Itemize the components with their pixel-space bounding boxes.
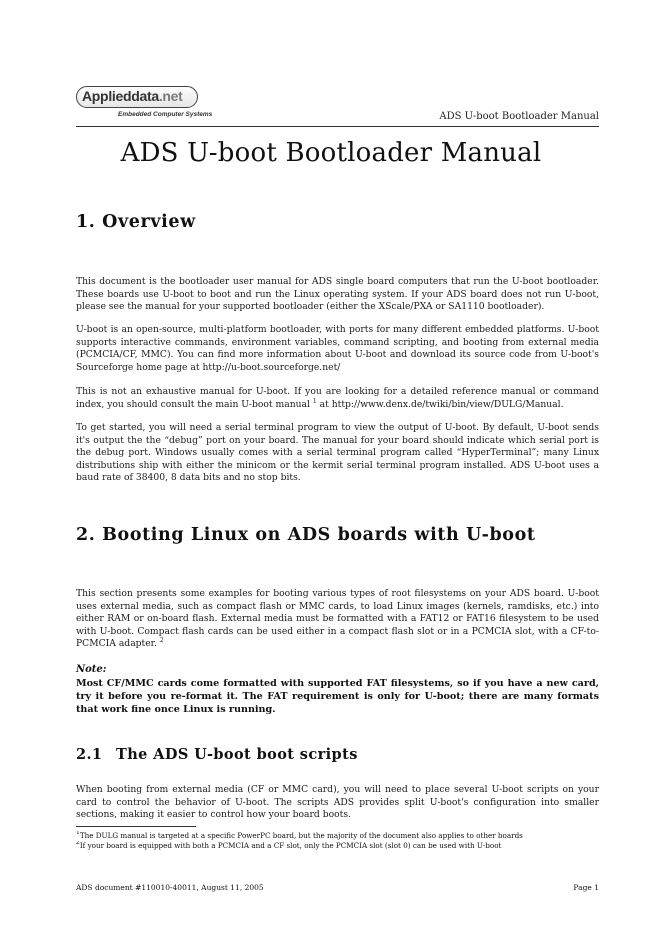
document-title: ADS U-boot Bootloader Manual <box>120 138 542 168</box>
header-divider <box>76 126 599 127</box>
logo-tagline: Embedded Computer Systems <box>118 111 213 118</box>
footnote-1 <box>76 831 606 840</box>
booting-p1-text: This section presents some examples for booting various types of root filesystems on your ADS board. U-boot uses external media, such as compact flash or MMC cards, to load Linux images (kernels, ramdisks, etc.) into either RAM or on-board flash. External media must be formatted with a FAT12 or FAT16 filesystem to be used with U-boot. Compact flash cards can be used either in a compact flash slot or in a PCMCIA slot, with a CF-to-PCMCIA adapter. <box>76 588 599 650</box>
section-heading-booting: 2. Booting Linux on ADS boards with U-boot <box>76 525 536 545</box>
section-heading-overview: 1. Overview <box>76 212 196 232</box>
footnote-2-text: If your board is equipped with both a PCMCIA and a CF slot, only the PCMCIA slot (slot 0) can be used with U-boot <box>79 841 502 850</box>
footer-document-info: ADS document #110010-40011, August 11, 2005 <box>76 883 264 892</box>
subsection-number: 2.1 <box>76 746 103 763</box>
footer-page-number: Page 1 <box>573 883 599 892</box>
footnote-mark-2: 2 <box>76 841 80 846</box>
scripts-paragraph-1: When booting from external media (CF or MMC card), you will need to place several U-boot scripts on your card to control the behavior of U-boot. The scripts ADS provides split U-boot's configuration into smaller sections, making it easier to control how your board boots. <box>76 784 599 821</box>
subsection-title: The ADS U-boot boot scripts <box>116 746 358 763</box>
overview-paragraph-3 <box>76 386 599 411</box>
note-label: Note: <box>76 664 107 675</box>
footnote-ref-1: 1 <box>312 397 317 405</box>
footnote-ref-2: 2 <box>159 637 164 645</box>
footnote-mark-1: 1 <box>76 831 80 836</box>
running-header: ADS U-boot Bootloader Manual <box>439 111 599 122</box>
footnote-2 <box>76 841 606 850</box>
logo-main-text: Applieddata <box>82 88 159 104</box>
overview-paragraph-2: U-boot is an open-source, multi-platform bootloader, with ports for many different embedded platforms. U-boot supports interactive commands, environment variables, command scripting, and booting from external media (PCMCIA/CF, MMC). You can find more information about U-boot and download its source code from U-boot's Sourceforge home page at http://u-boot.sourceforge.net/ <box>76 324 599 373</box>
subsection-heading-scripts <box>76 746 358 763</box>
footnote-1-text: The DULG manual is targeted at a specific PowerPC board, but the majority of the document also applies to other boards <box>79 831 523 840</box>
overview-paragraph-4: To get started, you will need a serial terminal program to view the output of U-boot. By default, U-boot sends it's output the the “debug” port on your board. The manual for your board should indicate which serial port is the debug port. Windows usually comes with a serial terminal program called “HyperTerminal”; many Linux distributions ship with either the minicom or the kermit serial terminal program installed. ADS U-boot uses a baud rate of 38400, 8 data bits and no stop bits. <box>76 422 599 484</box>
logo-domain-text: .net <box>158 88 183 104</box>
overview-p3-text: This is not an exhaustive manual for U-boot. If you are looking for a detailed reference manual or command index, you should consult the main U-boot manual <box>76 386 599 410</box>
overview-paragraph-1: This document is the bootloader user manual for ADS single board computers that run the U-boot bootloader. These boards use U-boot to boot and run the Linux operating system. If your ADS board does not run U-boot, please see the manual for your supported bootloader (either the XScale/PXA or SA1110 bootloader). <box>76 276 599 313</box>
company-logo <box>76 86 213 122</box>
overview-p3-text-end: at http://www.denx.de/twiki/bin/view/DULG/Manual. <box>316 398 564 410</box>
footnote-divider <box>76 826 196 827</box>
logo-wordmark <box>82 88 183 104</box>
booting-paragraph-1 <box>76 588 599 651</box>
note-text: Most CF/MMC cards come formatted with supported FAT filesystems, so if you have a new card, try it before you re-format it. The FAT requirement is only for U-boot; there are many formats that work fine once Linux is running. <box>76 678 599 716</box>
